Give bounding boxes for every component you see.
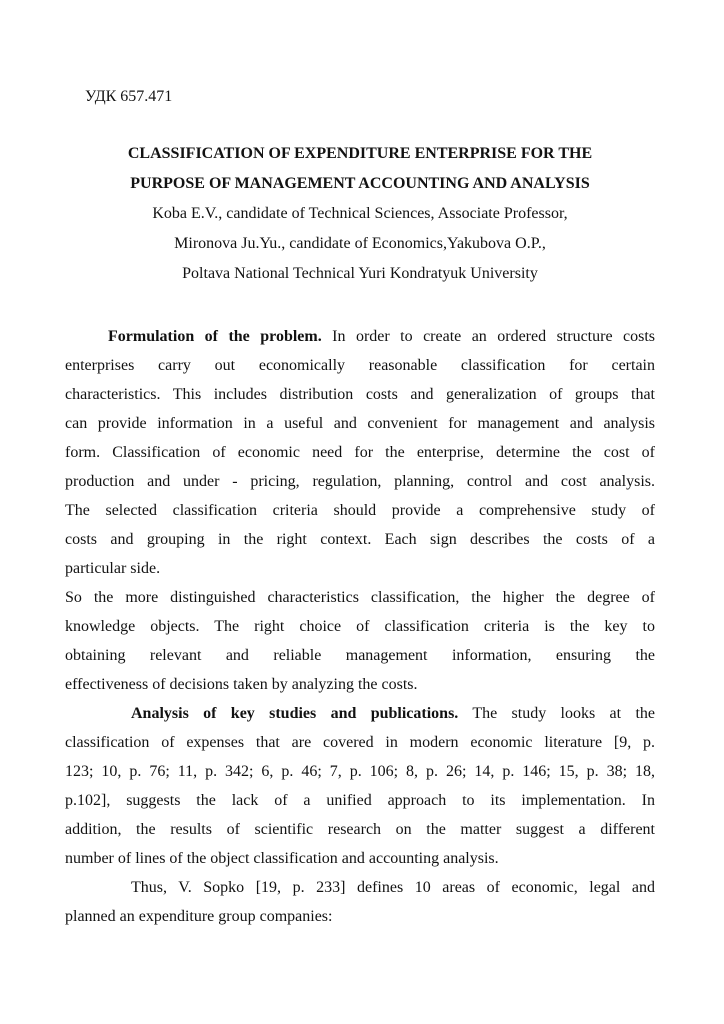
body-text-line: enterprises carry out economically reasonable classification for certain	[65, 357, 655, 374]
section-lead-bold: Formulation of the problem.	[108, 328, 322, 345]
body-text-line: knowledge objects. The right choice of classification criteria is the key to	[65, 618, 655, 635]
body-text-line: characteristics. This includes distribution costs and generalization of groups that	[65, 386, 655, 403]
body-text-line: particular side.	[65, 560, 161, 577]
body-text-line: So the more distinguished characteristics classification, the higher the degree of	[65, 589, 655, 606]
body-text-line: can provide information in a useful and convenient for management and analysis	[65, 415, 655, 432]
body-text-line: p.102], suggests the lack of a unified approach to its implementation. In	[65, 792, 655, 809]
body-text-line: costs and grouping in the right context. Each sign describes the costs of a	[65, 531, 655, 548]
body-text-line: addition, the results of scientific research on the matter suggest a different	[65, 821, 655, 838]
body-text-line: planned an expenditure group companies:	[65, 908, 333, 925]
udc-code: УДК 657.471	[85, 88, 173, 105]
body-text-line: classification of expenses that are covered in modern economic literature [9, p.	[65, 734, 655, 751]
paper-title-line: PURPOSE OF MANAGEMENT ACCOUNTING AND ANALYSIS	[130, 175, 590, 192]
body-text-line: number of lines of the object classification and accounting analysis.	[65, 850, 499, 867]
body-text-line: 123; 10, p. 76; 11, p. 342; 6, p. 46; 7, p. 106; 8, p. 26; 14, p. 146; 15, p. 38; 18,	[65, 763, 655, 780]
body-text-line: Analysis of key studies and publications. The study looks at the	[131, 705, 655, 722]
body-text-line: The selected classification criteria should provide a comprehensive study of	[65, 502, 655, 519]
body-text-line: Formulation of the problem. In order to create an ordered structure costs	[108, 328, 655, 345]
header-block	[65, 139, 655, 289]
body-text-line: obtaining relevant and reliable management information, ensuring the	[65, 647, 655, 664]
section-lead-bold: Analysis of key studies and publications.	[131, 705, 459, 722]
author-line: Koba E.V., candidate of Technical Sciences, Associate Professor,	[152, 205, 568, 222]
paper-title-line: CLASSIFICATION OF EXPENDITURE ENTERPRISE FOR THE	[127, 145, 593, 162]
body-text-line: form. Classification of economic need for the enterprise, determine the cost of	[65, 444, 655, 461]
author-line: Poltava National Technical Yuri Kondratyuk University	[182, 265, 538, 282]
body-text-line: production and under - pricing, regulation, planning, control and cost analysis.	[65, 473, 655, 490]
body-text-line: Thus, V. Sopko [19, p. 233] defines 10 areas of economic, legal and	[131, 879, 655, 896]
body-text-line: effectiveness of decisions taken by analyzing the costs.	[65, 676, 418, 693]
author-line: Mironova Ju.Yu., candidate of Economics,Yakubova O.P.,	[174, 235, 546, 252]
body-block	[65, 322, 655, 931]
